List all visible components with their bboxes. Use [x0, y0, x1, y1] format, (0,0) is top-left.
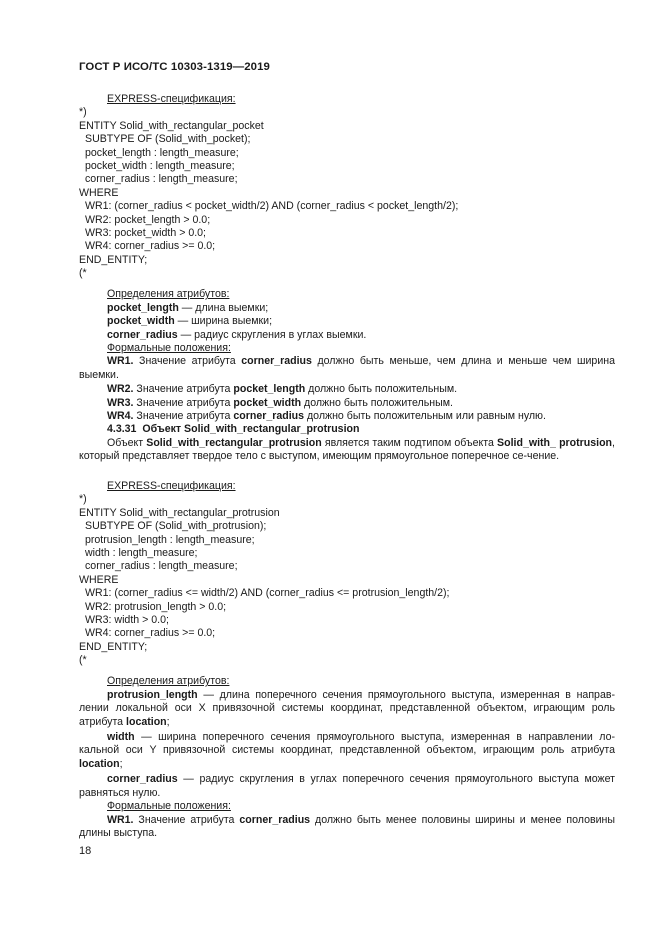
- rule-wr2: WR2. Значение атрибута pocket_length должно быть положительным.: [107, 383, 458, 396]
- express-label: EXPRESS-спецификация:: [107, 480, 236, 492]
- formal-rules-label: Формальные положения:: [107, 342, 231, 355]
- code-line: WR2: protrusion_length > 0.0;: [85, 600, 227, 613]
- code-line: WR4: corner_radius >= 0.0;: [85, 240, 216, 253]
- code-line: corner_radius : length_measure;: [85, 173, 238, 186]
- code-line: END_ENTITY;: [79, 253, 148, 266]
- attr-definition: corner_radius — радиус скругления в углах поперечного сечения прямоугольного выступа может равняться нулю.: [79, 773, 615, 799]
- code-line: corner_radius : length_measure;: [85, 560, 238, 573]
- attr-definitions-label: Определения атрибутов:: [107, 675, 230, 688]
- code-line: (*: [79, 267, 87, 280]
- clause-paragraph: Объект Solid_with_rectangular_protrusion является таким подтипом объекта Solid_with_ protrusion, который представляет твердое тело с выступом, имеющим прямоугольное поперечное се-чение.: [79, 436, 615, 463]
- rule-wr1: WR1. Значение атрибута corner_radius должно быть менее половины ширины и менее половины длины выступа.: [79, 813, 616, 839]
- code-line: WR3: pocket_width > 0.0;: [85, 226, 207, 239]
- page-number: 18: [79, 845, 92, 857]
- code-line: WHERE: [79, 573, 119, 586]
- clause-heading: 4.3.31 Объект Solid_with_rectangular_protrusion: [107, 423, 360, 436]
- code-line: *): [79, 106, 87, 119]
- code-line: WR1: (corner_radius < pocket_width/2) AND (corner_radius < pocket_length/2);: [85, 200, 459, 213]
- code-line: SUBTYPE OF (Solid_with_pocket);: [85, 133, 251, 146]
- code-line: (*: [79, 654, 87, 667]
- code-line: WR3: width > 0.0;: [85, 613, 169, 626]
- attr-definition: corner_radius — радиус скругления в углах выемки.: [107, 328, 367, 341]
- code-line: WR1: (corner_radius <= width/2) AND (corner_radius <= protrusion_length/2);: [85, 587, 450, 600]
- attr-definition: protrusion_length — длина поперечного сечения прямоугольного выступа, измеренная в направ-лении локальной оси X привязочной системы координат, представленной объектом, играющим роль атрибута location;: [79, 688, 615, 728]
- rule-wr4: WR4. Значение атрибута corner_radius должно быть положительным или равным нулю.: [107, 410, 546, 423]
- code-line: pocket_width : length_measure;: [85, 159, 235, 172]
- express-label: EXPRESS-спецификация:: [107, 93, 236, 105]
- code-line: width : length_measure;: [85, 546, 198, 559]
- rule-wr1: WR1. Значение атрибута corner_radius должно быть меньше, чем длина и меньше чем ширина выемки.: [79, 355, 615, 381]
- code-line: WHERE: [79, 186, 119, 199]
- attr-definition: pocket_length — длина выемки;: [107, 301, 269, 314]
- code-line: ENTITY Solid_with_rectangular_pocket: [79, 119, 264, 132]
- attr-definition: width — ширина поперечного сечения прямоугольного выступа, измеренная в направлении ло-кальной оси Y привязочной системы координат, представленной объектом, играющим роль атрибута location;: [79, 731, 615, 770]
- code-line: SUBTYPE OF (Solid_with_protrusion);: [85, 520, 267, 533]
- code-line: *): [79, 493, 87, 506]
- attr-definition: pocket_width — ширина выемки;: [107, 315, 273, 328]
- code-line: pocket_length : length_measure;: [85, 146, 239, 159]
- code-line: END_ENTITY;: [79, 640, 148, 653]
- code-line: WR2: pocket_length > 0.0;: [85, 213, 211, 226]
- rule-wr3: WR3. Значение атрибута pocket_width должно быть положительным.: [107, 396, 453, 409]
- attr-definitions-label: Определения атрибутов:: [107, 288, 230, 301]
- express-spec-protrusion: [79, 480, 615, 840]
- code-line: protrusion_length : length_measure;: [85, 533, 255, 546]
- code-line: WR4: corner_radius >= 0.0;: [85, 627, 216, 640]
- formal-rules-label: Формальные положения:: [107, 800, 231, 813]
- express-spec-pocket: [79, 93, 615, 464]
- document-header: ГОСТ Р ИСО/ТС 10303-1319—2019: [79, 61, 270, 73]
- code-line: ENTITY Solid_with_rectangular_protrusion: [79, 506, 280, 519]
